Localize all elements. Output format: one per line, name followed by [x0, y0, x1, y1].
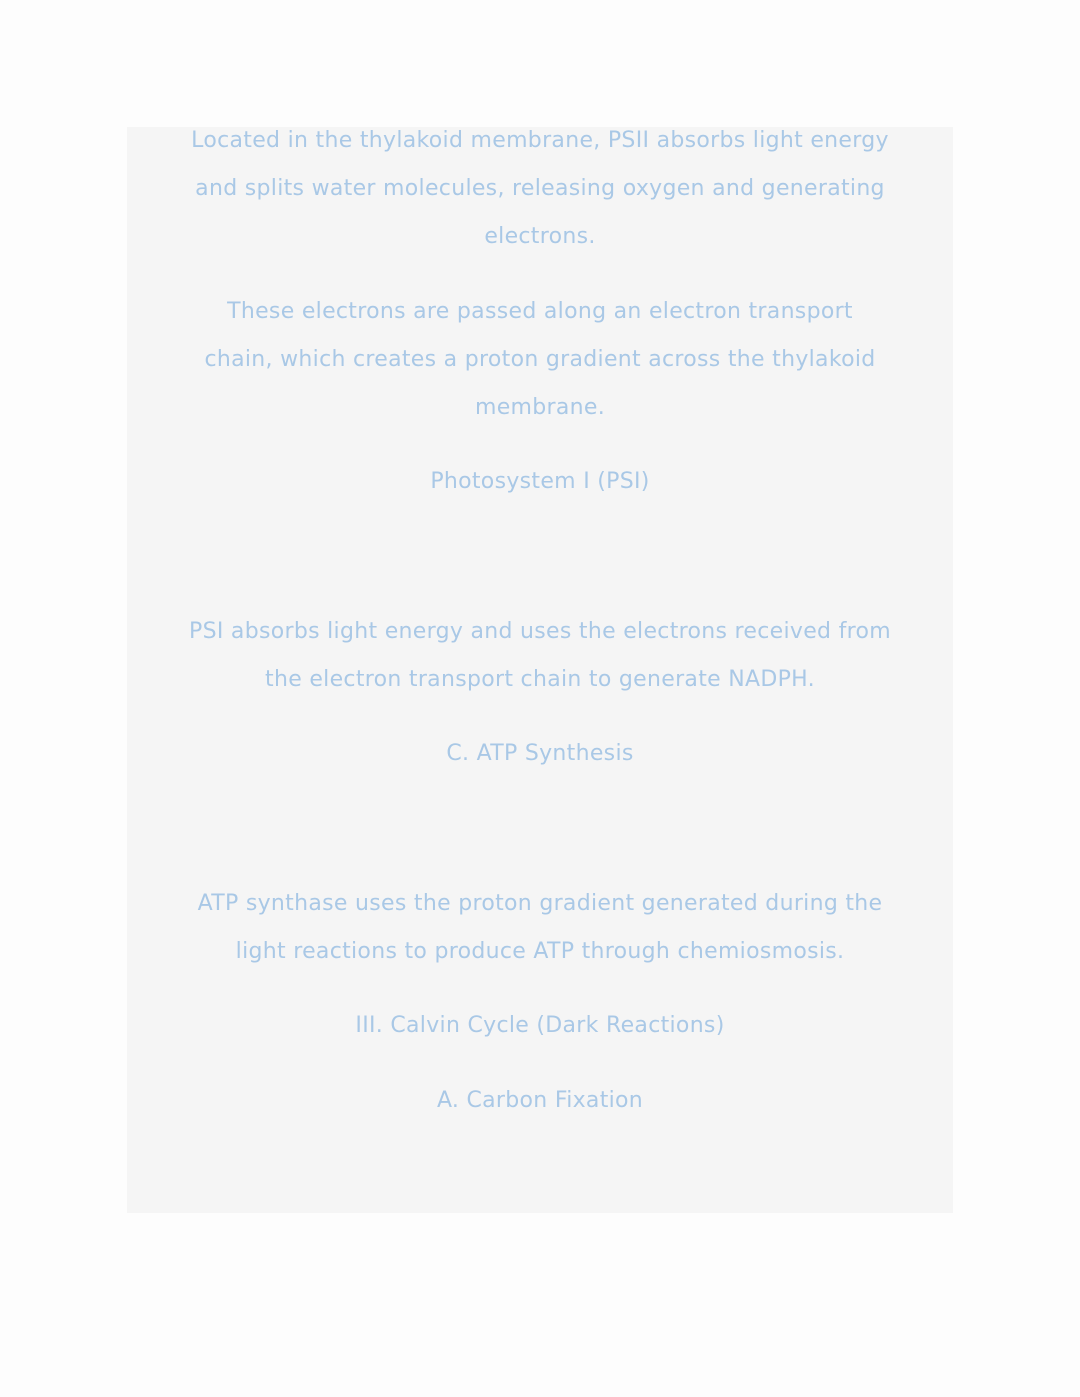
heading-text: A. Carbon Fixation	[436, 1088, 644, 1113]
heading-photosystem-i	[127, 458, 953, 506]
text-line: chain, which creates a proton gradient across the thylakoid	[204, 347, 876, 372]
heading-text: C. ATP Synthesis	[446, 741, 634, 766]
text-line: and splits water molecules, releasing oxygen and generating	[195, 176, 885, 201]
paragraph-atp-synthase	[127, 880, 953, 976]
content-panel	[127, 127, 953, 1213]
text-line: electrons.	[484, 224, 596, 249]
text-line: These electrons are passed along an electron transport	[227, 299, 853, 324]
text-line: membrane.	[474, 395, 606, 420]
text-line: light reactions to produce ATP through chemiosmosis.	[235, 939, 845, 964]
heading-atp-synthesis	[127, 730, 953, 778]
heading-text: III. Calvin Cycle (Dark Reactions)	[355, 1013, 725, 1038]
paragraph-psi-function	[127, 608, 953, 704]
paragraph-electron-transport	[127, 288, 953, 432]
heading-carbon-fixation	[127, 1077, 953, 1125]
heading-calvin-cycle	[127, 1002, 953, 1050]
text-line: ATP synthase uses the proton gradient generated during the	[197, 891, 883, 916]
heading-text: Photosystem I (PSI)	[430, 469, 650, 494]
text-line: PSI absorbs light energy and uses the electrons received from	[189, 619, 891, 644]
text-line: Located in the thylakoid membrane, PSII absorbs light energy	[191, 128, 889, 153]
paragraph-psii-location	[127, 117, 953, 261]
text-line: the electron transport chain to generate NADPH.	[265, 667, 815, 692]
